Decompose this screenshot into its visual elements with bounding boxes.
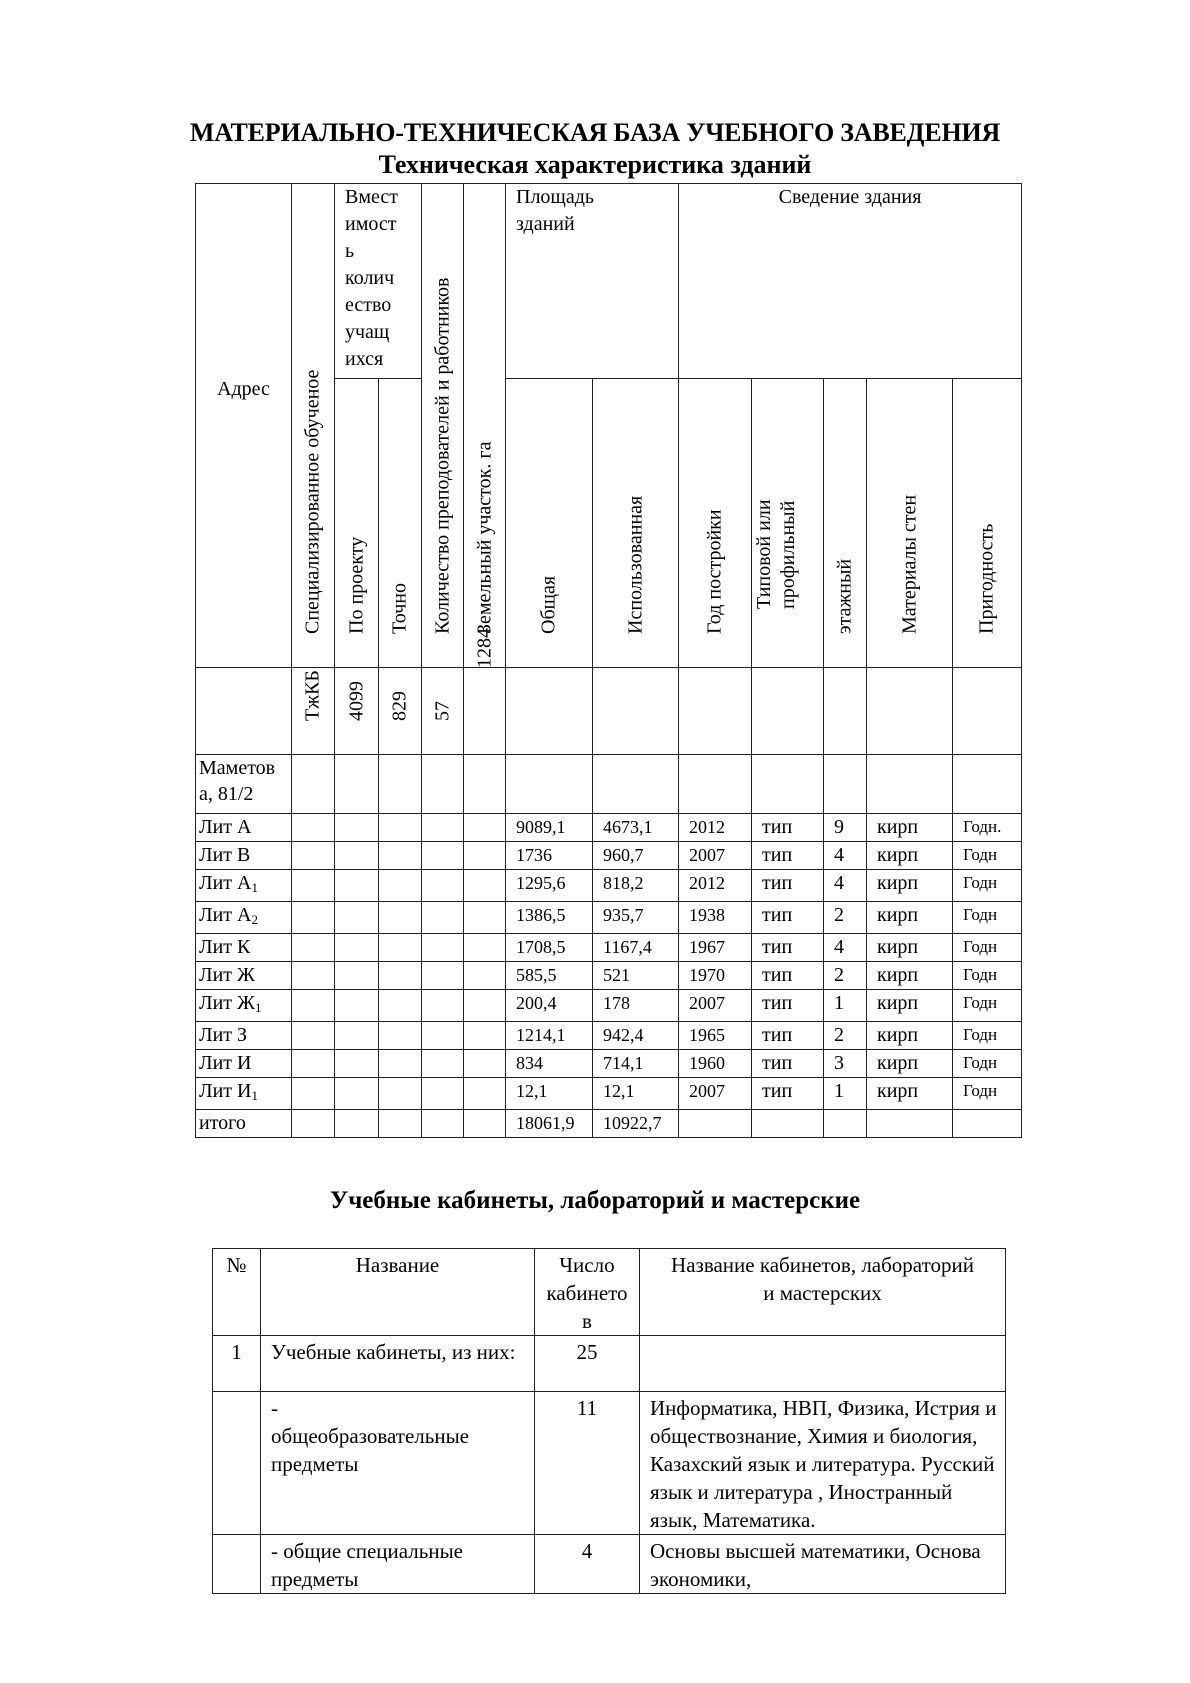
building-name: Лит $А_1$ <box>196 870 292 902</box>
area-total: 1736 <box>506 842 593 870</box>
year-built: 2012 <box>679 814 752 842</box>
area-used: 521 <box>593 962 679 990</box>
code-staff-count: 57 <box>422 668 464 755</box>
capacity-header-line: Вмест <box>345 186 398 208</box>
header-floors: этажный <box>824 379 867 668</box>
header-staff-count: Количество преподователей и работников <box>422 184 464 668</box>
classrooms-title: Учебные кабинеты, лабораторий и мастерские <box>329 1187 861 1214</box>
codes-row <box>196 668 1022 755</box>
building-type: тип <box>752 902 824 934</box>
floors: 1 <box>824 990 867 1022</box>
building-name: Лит К <box>196 934 292 962</box>
header-area-used: Использованная <box>593 379 679 668</box>
area-used: 1167,4 <box>593 934 679 962</box>
wall-material: кирп <box>867 1050 953 1078</box>
floors: 1 <box>824 1078 867 1110</box>
suitability: Годн <box>953 1050 1022 1078</box>
code-specialized: ТжКБ <box>292 668 335 755</box>
building-name: Лит В <box>196 842 292 870</box>
area-used: 178 <box>593 990 679 1022</box>
area-total: 12,1 <box>506 1078 593 1110</box>
wall-material: кирп <box>867 870 953 902</box>
capacity-header-line: ь <box>345 240 355 262</box>
building-row <box>196 1078 1022 1110</box>
building-type: тип <box>752 842 824 870</box>
building-row <box>196 842 1022 870</box>
building-name: Лит $А_2$ <box>196 902 292 934</box>
suitability: Годн. <box>953 814 1022 842</box>
header-row-top <box>196 184 1022 379</box>
code-actual: 829 <box>379 668 422 755</box>
capacity-header-line: ихся <box>345 348 384 370</box>
document-subtitle: Техническая характеристика зданий <box>378 150 812 179</box>
area-total: 834 <box>506 1050 593 1078</box>
floors: 4 <box>824 934 867 962</box>
suitability: Годн <box>953 962 1022 990</box>
header-building-info-group: Сведение здания <box>679 184 1022 379</box>
building-name: Лит Ж <box>196 962 292 990</box>
building-name: Лит З <box>196 1022 292 1050</box>
header-by-project: По проекту <box>335 379 379 668</box>
header-specialized: Специализированное обученое <box>292 184 335 668</box>
suitability: Годн <box>953 1078 1022 1110</box>
year-built: 1970 <box>679 962 752 990</box>
wall-material: кирп <box>867 1022 953 1050</box>
area-total: 1386,5 <box>506 902 593 934</box>
wall-material: кирп <box>867 962 953 990</box>
year-built: 2007 <box>679 1078 752 1110</box>
total-label: итого <box>196 1110 292 1138</box>
wall-material: кирп <box>867 934 953 962</box>
classrooms-header-row <box>213 1249 1006 1336</box>
building-row <box>196 1050 1022 1078</box>
area-total: 585,5 <box>506 962 593 990</box>
year-built: 2007 <box>679 842 752 870</box>
building-name: Лит И <box>196 1050 292 1078</box>
year-built: 2012 <box>679 870 752 902</box>
building-type: тип <box>752 990 824 1022</box>
classrooms-row: 1 Учебные кабинеты, из них: 25 <box>213 1336 1006 1392</box>
suitability: Годн <box>953 934 1022 962</box>
building-row <box>196 990 1022 1022</box>
header-actual: Точно <box>379 379 422 668</box>
wall-material: кирп <box>867 990 953 1022</box>
building-row <box>196 934 1022 962</box>
floors: 2 <box>824 902 867 934</box>
classrooms-table <box>212 1248 1006 1594</box>
header-capacity-group <box>335 184 422 379</box>
header-wall-material: Материалы стен <box>867 379 953 668</box>
area-used: 4673,1 <box>593 814 679 842</box>
header-area-group: Площадь зданий <box>506 184 679 379</box>
floors: 2 <box>824 1022 867 1050</box>
capacity-header-line: учащ <box>345 321 390 343</box>
suitability: Годн <box>953 842 1022 870</box>
area-total: 9089,1 <box>506 814 593 842</box>
area-total: 200,4 <box>506 990 593 1022</box>
floors: 4 <box>824 870 867 902</box>
suitability: Годн <box>953 902 1022 934</box>
year-built: 1967 <box>679 934 752 962</box>
building-name: Лит $Ж_1$ <box>196 990 292 1022</box>
building-row <box>196 1022 1022 1050</box>
building-type: тип <box>752 962 824 990</box>
suitability: Годн <box>953 990 1022 1022</box>
wall-material: кирп <box>867 902 953 934</box>
total-area: 18061,9 <box>506 1110 593 1138</box>
header-list: Название кабинетов, лабораторий и мастерских <box>640 1249 1006 1336</box>
building-type: тип <box>752 1078 824 1110</box>
floors: 9 <box>824 814 867 842</box>
classrooms-row: - общие специальные предметы 4 Основы высшей математики, Основа экономики, <box>213 1535 1006 1594</box>
area-used: 818,2 <box>593 870 679 902</box>
area-used: 714,1 <box>593 1050 679 1078</box>
suitability: Годн <box>953 870 1022 902</box>
document-title: МАТЕРИАЛЬНО-ТЕХНИЧЕСКАЯ БАЗА УЧЕБНОГО ЗАВЕДЕНИЯ <box>189 118 1001 147</box>
building-row <box>196 814 1022 842</box>
capacity-header-line: ество <box>345 294 392 316</box>
year-built: 1938 <box>679 902 752 934</box>
year-built: 2007 <box>679 990 752 1022</box>
capacity-header-line: колич <box>345 267 395 289</box>
building-name: Лит $И_1$ <box>196 1078 292 1110</box>
area-total: 1214,1 <box>506 1022 593 1050</box>
area-used: 960,7 <box>593 842 679 870</box>
area-used: 935,7 <box>593 902 679 934</box>
suitability: Годн <box>953 1022 1022 1050</box>
header-address: Адрес <box>196 184 292 668</box>
building-type: тип <box>752 1022 824 1050</box>
address-cell: Маметов а, 81/2 <box>196 755 292 814</box>
buildings-table <box>195 183 1022 1138</box>
floors: 2 <box>824 962 867 990</box>
area-total: 1708,5 <box>506 934 593 962</box>
address-row <box>196 755 1022 814</box>
building-type: тип <box>752 1050 824 1078</box>
header-suitability: Пригодность <box>953 379 1022 668</box>
building-name: Лит А <box>196 814 292 842</box>
area-used: 942,4 <box>593 1022 679 1050</box>
year-built: 1960 <box>679 1050 752 1078</box>
building-row <box>196 902 1022 934</box>
code-by-project: 4099 <box>335 668 379 755</box>
area-total: 1295,6 <box>506 870 593 902</box>
header-area-total: Общая <box>506 379 593 668</box>
header-type: Типовой или профильный <box>752 379 824 668</box>
capacity-header-line: имост <box>345 213 397 235</box>
wall-material: кирп <box>867 842 953 870</box>
classrooms-row: - общеобразовательные предметы 11 Информатика, НВП, Физика, Истрия и обществознание, Химия и биология, Казахский язык и литература. Русский язык и литература , Иностранный язык, Математика. <box>213 1392 1006 1535</box>
total-used: 10922,7 <box>593 1110 679 1138</box>
building-type: тип <box>752 934 824 962</box>
code-land-plot: 1284 <box>464 668 506 755</box>
area-used: 12,1 <box>593 1078 679 1110</box>
wall-material: кирп <box>867 1078 953 1110</box>
header-count: Число кабинето в <box>535 1249 640 1336</box>
header-name: Название <box>261 1249 535 1336</box>
header-no: № <box>213 1249 261 1336</box>
header-year-built: Год постройки <box>679 379 752 668</box>
floors: 4 <box>824 842 867 870</box>
wall-material: кирп <box>867 814 953 842</box>
year-built: 1965 <box>679 1022 752 1050</box>
building-row <box>196 962 1022 990</box>
total-row <box>196 1110 1022 1138</box>
building-type: тип <box>752 870 824 902</box>
building-type: тип <box>752 814 824 842</box>
floors: 3 <box>824 1050 867 1078</box>
building-row <box>196 870 1022 902</box>
header-land-plot: Земельный участок. га <box>464 184 506 668</box>
